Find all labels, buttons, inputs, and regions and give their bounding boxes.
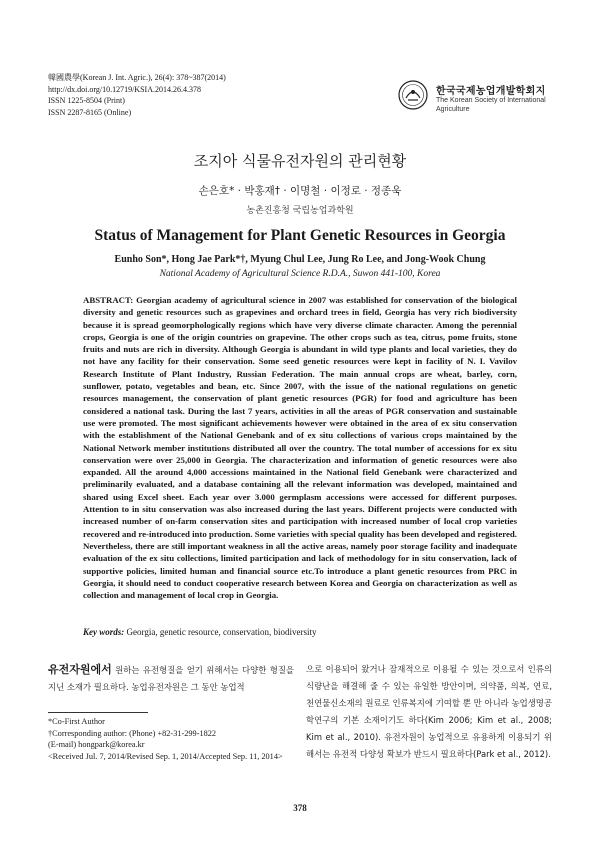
- footnote-divider: [48, 712, 148, 713]
- authors-korean: 손은호* · 박홍재† · 이명철 · 이정로 · 정종욱: [198, 185, 402, 197]
- affiliation-english: National Academy of Agricultural Science R.D.A., Suwon 441-100, Korea: [159, 269, 441, 279]
- issn-print: ISSN 1225-8504 (Print): [48, 96, 125, 105]
- keywords-label: Key words:: [83, 627, 125, 637]
- doi-link[interactable]: http://dx.doi.org/10.12719/KSIA.2014.26.4.378: [48, 84, 201, 94]
- authors-english: Eunho Son*, Hong Jae Park*†, Myung Chul Lee, Jung Ro Lee, and Jong-Wook Chung: [114, 254, 486, 265]
- body-left-column: [48, 661, 294, 696]
- page-number: 378: [293, 803, 307, 813]
- footnote-corresponding: †Corresponding author: (Phone) +82-31-299-1822: [48, 728, 217, 738]
- body-lead-word: 유전자원에서: [48, 663, 112, 676]
- society-name-ko: 한국국제농업개발학회지: [436, 86, 546, 97]
- journal-citation: 韓國農學(Korean J. Int. Agric.), 26(4): 378~387(2014): [48, 73, 226, 82]
- affiliation-korean: 농촌진흥청 국립농업과학원: [246, 206, 354, 216]
- footnote-co-first: *Co-First Author: [48, 717, 105, 726]
- society-name-en: The Korean Society of International Agriculture: [436, 97, 546, 113]
- keywords: [83, 627, 517, 637]
- footnote-email[interactable]: (E-mail) hongpark@korea.kr: [48, 740, 145, 749]
- title-english: Status of Management for Plant Genetic Resources in Georgia: [94, 227, 506, 244]
- keywords-list: Georgia, genetic resource, conservation, biodiversity: [126, 627, 317, 637]
- body-right-column: 으로 이용되어 왔거나 잠재적으로 이용될 수 있는 것으로서 인류의 식량난을 해결해 줄 수 있는 유일한 방안이며, 의약품, 의복, 연료, 천연물신소재의 원료로 인류복지에 기여할 뿐 만 아니라 농업생명공학연구의 기본 소재이기도 하다(Kim 2006; Kim et al., 2008; Kim et al., 2010). 유전자원이 농업적으로 유용하게 이용되기 위해서는 유전적 다양성 확보가 반드시 필요하다(Park et al., 2012).: [306, 664, 552, 759]
- footnote-received: <Received Jul. 7, 2014/Revised Sep. 1, 2014/Accepted Sep. 11, 2014>: [48, 751, 283, 761]
- society-logo: [398, 80, 588, 124]
- journal-meta: [48, 72, 226, 118]
- issn-online: ISSN 2287-8165 (Online): [48, 107, 132, 117]
- society-emblem-icon: [398, 80, 428, 110]
- body-left-text: 원하는 유전형질을 얻기 위해서는 다양한 형질을 지닌 소재가 필요하다. 농업유전자원은 그 동안 농업적: [48, 665, 294, 692]
- title-korean: 조지아 식물유전자원의 관리현황: [193, 152, 407, 170]
- footnotes: [48, 716, 298, 762]
- abstract: ABSTRACT: Georgian academy of agricultural science in 2007 was established for conservation of the biological diversity and genetic resources such as grapevines and orchard trees in field, Georgia has very rich biodiversity because it is spread geomorphologically regions which have very diverse climate character. Among the perennial crops, Georgia is one of the origin countries on grapevine. The other crops such as tea, citrus, pome fruits, stone fruits and nuts are rich in diversity. Although Georgia is abundant in wild type plants and local varieties, they do not have any facility for their conservation. Some seed genetic resources were kept in facility of N. I. Vavilov Research Institute of Plant Industry, Russian Federation. The main annual crops are wheat, barley, corn, sunflower, potato, vegetables and bean, etc. Since 2007, with the issue of the national regulations on genetic resources management, the conservation of plant genetic resources (PGR) for food and agriculture has been considered a national task. During the last 7 years, activities in all the areas of PGR conservation and sustainable use were promoted. The most significant achievements however were obtained in the area of ex situ conservation with the establishment of the National Genebank and of ex situ collections of various crops maintained by the National Network member institutions distributed all over the country. The total number of accessions for ex situ conservation were over 25,000 in Georgia. The characterization and information of genetic resources were also expanded. All the around 4,000 accessions maintained in the National field Genebank were characterized and preliminarily evaluated, and a database containing all the relevant information was developed, maintained and shared using Excel sheet. Each year over 3.000 germplasm accessions were accessed for different purposes. Attention to in situ conservation was also increased during the last years. Different projects were conducted with increased number of on-farm conservation sites and participation with increased number of local crop varieties recovered and re-introduced into production. Some varieties with special quality has been developed and registered. Nevertheless, there are still important weakness in all the active areas, namely poor storage facility and inadequate evaluation of the ex situ collections, limited participation and lack of methodology for in situ conservation, lack of supportive policies, limited human and financial source etc.To introduce a plant genetic resources from PRC in Georgia, it should need to conduct cooperative research between Korea and Georgia on characterization as well as collection and management of local crop in Georgia.: [83, 295, 517, 601]
